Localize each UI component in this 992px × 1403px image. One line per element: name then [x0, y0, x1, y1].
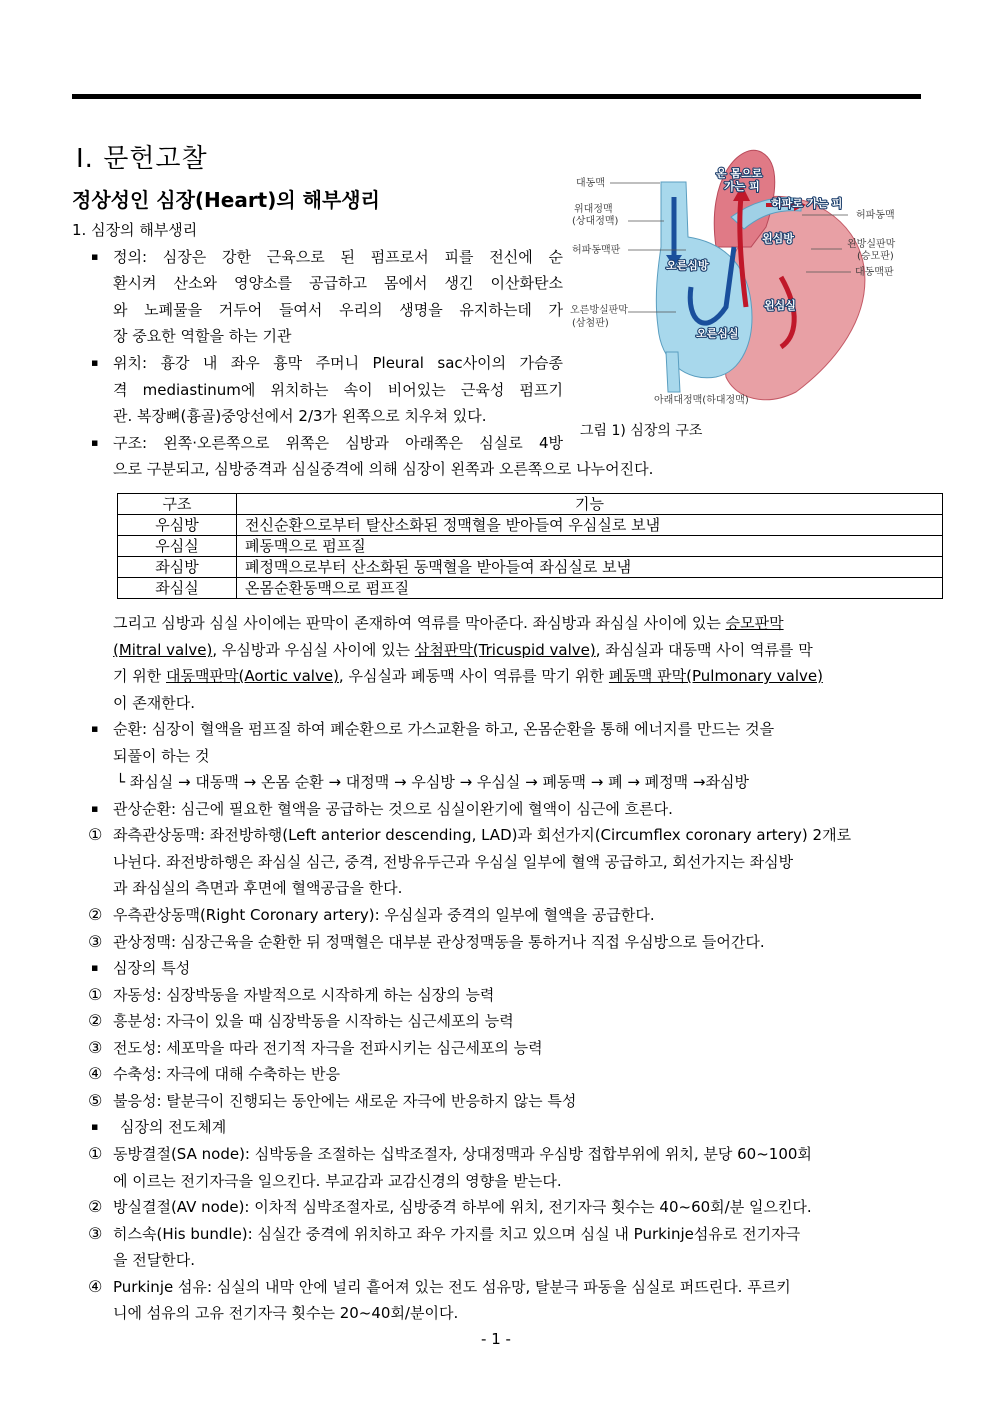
table-cell: 좌심방 [118, 557, 237, 578]
chapter-title: Ⅰ. 문헌고찰 [76, 144, 208, 174]
label-aorta: 대동맥 [576, 178, 605, 189]
item-number: ③ [88, 1224, 103, 1243]
item-number: ⑤ [88, 1091, 103, 1110]
item-number: ③ [88, 932, 103, 951]
table-row [118, 557, 943, 578]
property-item: 전도성: 세포막을 따라 전기적 자극을 전파시키는 심근세포의 능력 [113, 1039, 543, 1057]
label-pulmonary-valve: 허파동맥판 [572, 245, 621, 256]
label-tricuspid-alt: (삼첨판) [572, 318, 609, 329]
label-to-body: 온 몸으로 [716, 167, 763, 180]
label-right-atrium: 오른심방 [666, 259, 709, 272]
label-mitral: 왼방실판막 [847, 239, 896, 250]
valves-text: , 우심방과 우심실 사이에 있는 [212, 641, 415, 659]
coronary-line: 우측관상동맥(Right Coronary artery): 우심실과 중격의 일부에 혈액을 공급한다. [113, 906, 655, 924]
item-number: ④ [88, 1277, 103, 1296]
label-svc: 위대정맥 [574, 204, 613, 215]
item-number: ④ [88, 1064, 103, 1083]
table-row [118, 578, 943, 599]
conduction-title: 심장의 전도체계 [120, 1118, 227, 1136]
chamber-function-table [117, 493, 943, 599]
item-number: ② [88, 1197, 103, 1216]
location-line: 위치: 흉강 내 좌우 흉막 주머니 Pleural sac사이의 가슴종 [113, 354, 563, 372]
table-header: 구조 [118, 494, 237, 515]
label-svc-alt: (상대정맥) [572, 216, 619, 227]
table-cell: 폐정맥으로부터 산소화된 동맥혈을 받아들여 좌심실로 보냄 [237, 557, 943, 578]
label-pulmonary-artery: 허파동맥 [856, 210, 895, 221]
bullet-icon: ▪ [91, 722, 99, 735]
label-left-ventricle: 왼심실 [764, 299, 796, 312]
conduction-line: 동방결절(SA node): 심박동을 조절하는 십박조절자, 상대정맥과 우심방 접합부위에 위치, 분당 60~100회 [113, 1145, 812, 1163]
item-number: ② [88, 905, 103, 924]
circulation-line: 되풀이 하는 것 [113, 747, 210, 765]
bullet-icon: ▪ [91, 1120, 99, 1133]
definition-line: 환시켜 산소와 영양소를 공급하고 몸에서 생긴 이산화탄소 [113, 274, 563, 292]
bullet-icon: ▪ [91, 436, 99, 449]
table-cell: 전신순환으로부터 탈산소화된 정맥혈을 받아들여 우심실로 보냄 [237, 515, 943, 536]
definition-line: 장 중요한 역할을 하는 기관 [113, 327, 292, 345]
coronary-line: 과 좌심실의 측면과 후면에 혈액공급을 한다. [113, 879, 403, 897]
bullet-icon: ▪ [91, 961, 99, 974]
table-header: 기능 [237, 494, 943, 515]
coronary-line: 관상정맥: 심장근육을 순환한 뒤 정맥혈은 대부분 관상정맥동을 통하거나 직접 우심방으로 들어간다. [113, 933, 765, 951]
valves-text: , 좌심실과 대동맥 사이 역류를 막 [595, 641, 813, 659]
item-number: ① [88, 985, 103, 1004]
conduction-line: 니에 섬유의 고유 전기자극 횟수는 20~40회/분이다. [113, 1304, 459, 1322]
valves-line [113, 663, 823, 690]
page-number: - 1 - [481, 1330, 511, 1348]
ivc-shape [666, 352, 680, 392]
label-mitral-alt: (승모판) [857, 251, 894, 262]
section-title: 정상성인 심장(Heart)의 해부생리 [72, 188, 380, 212]
table-cell: 좌심실 [118, 578, 237, 599]
conduction-line: 히스속(His bundle): 심실간 중격에 위치하고 좌우 가지를 치고 있으며 심실 내 Purkinje섬유로 전기자극 [113, 1225, 801, 1243]
location-line: 격 mediastinum에 위치하는 속이 비어있는 근육성 펌프기 [113, 381, 563, 399]
property-item: 불응성: 탈분극이 진행되는 동안에는 새로운 자극에 반응하지 않는 특성 [113, 1092, 577, 1110]
property-item: 흥분성: 자극이 있을 때 심장박동을 시작하는 심근세포의 능력 [113, 1012, 514, 1030]
subsection-title: 1. 심장의 해부생리 [72, 221, 198, 239]
top-rule [72, 94, 921, 99]
valves-text: 기 위한 [113, 667, 167, 685]
item-number: ② [88, 1011, 103, 1030]
mitral-term: 승모판막 [725, 614, 784, 632]
pulmonary-term: 폐동맥 판막(Pulmonary valve) [608, 667, 823, 685]
figure-caption: 그림 1) 심장의 구조 [580, 423, 703, 439]
table-cell: 온몸순환동맥으로 펌프질 [237, 578, 943, 599]
definition-line: 와 노폐물을 거두어 들여서 우리의 생명을 유지하는데 가 [113, 301, 563, 319]
aortic-term: 대동맥판막(Aortic valve) [166, 667, 339, 685]
valves-text: 그리고 심방과 심실 사이에는 판막이 존재하여 역류를 막아준다. 좌심방과 좌심실 사이에 있는 [113, 614, 726, 632]
structure-line: 으로 구분되고, 심방중격과 심실중격에 의해 심장이 왼쪽과 오른쪽으로 나누어진다. [113, 460, 654, 478]
table-cell: 폐동맥으로 펌프질 [237, 536, 943, 557]
valves-line [113, 610, 784, 637]
conduction-line: Purkinje 섬유: 심실의 내막 안에 널리 흩어져 있는 전도 섬유망, 탈분극 파동을 심실로 퍼뜨린다. 푸르키 [113, 1278, 791, 1296]
label-to-lung: 허파로 가는 피 [771, 197, 843, 210]
conduction-line: 에 이르는 전기자극을 일으킨다. 부교감과 교감신경의 영향을 받는다. [113, 1172, 562, 1190]
property-item: 수축성: 자극에 대해 수축하는 반응 [113, 1065, 340, 1083]
circulation-path: └ 좌심실 → 대동맥 → 온몸 순환 → 대정맥 → 우심방 → 우심실 → 폐동맥 → 폐 → 폐정맥 →좌심방 [116, 773, 749, 791]
coronary-line: 좌측관상동맥: 좌전방하행(Left anterior descending, LAD)과 회선가지(Circumflex coronary artery) 2개로 [113, 826, 852, 844]
location-line: 관. 복장뼈(흉골)중앙선에서 2/3가 왼쪽으로 치우쳐 있다. [113, 407, 487, 425]
circulation-line: 순환: 심장이 혈액을 펌프질 하여 폐순환으로 가스교환을 하고, 온몸순환을 통해 에너지를 만드는 것을 [113, 720, 775, 738]
valves-line: 이 존재한다. [113, 694, 195, 712]
label-aortic-valve: 대동맥판 [855, 267, 894, 278]
property-item: 자동성: 심장박동을 자발적으로 시작하게 하는 심장의 능력 [113, 986, 495, 1004]
structure-line: 구조: 왼쪽·오른쪽으로 위쪽은 심방과 아래쪽은 심실로 4방 [113, 434, 563, 452]
bullet-icon: ▪ [91, 802, 99, 815]
valves-line [113, 637, 813, 664]
label-left-atrium: 왼심방 [762, 232, 794, 245]
tricuspid-term: 삼첨판막(Tricuspid valve) [414, 641, 596, 659]
label-to-body-2: 가는 피 [724, 180, 760, 193]
valves-text: , 우심실과 폐동맥 사이 역류를 막기 위한 [338, 667, 609, 685]
label-ivc: 아래대정맥(하대정맥) [654, 395, 749, 406]
table-header-row [118, 494, 943, 515]
item-number: ① [88, 825, 103, 844]
conduction-line: 방실결절(AV node): 이차적 심박조절자로, 심방중격 하부에 위치, 전기자극 횟수는 40~60회/분 일으킨다. [113, 1198, 812, 1216]
bullet-icon: ▪ [91, 356, 99, 369]
coronary-title: 관상순환: 심근에 필요한 혈액을 공급하는 것으로 심실이완기에 혈액이 심근에 흐른다. [113, 800, 673, 818]
definition-line: 정의: 심장은 강한 근육으로 된 펌프로서 피를 전신에 순 [113, 248, 563, 266]
heart-diagram [566, 137, 918, 417]
bullet-icon: ▪ [91, 250, 99, 263]
item-number: ③ [88, 1038, 103, 1057]
table-cell: 우심실 [118, 536, 237, 557]
mitral-term-en: (Mitral valve) [113, 641, 213, 659]
table-cell: 우심방 [118, 515, 237, 536]
table-row [118, 536, 943, 557]
coronary-line: 나뉜다. 좌전방하행은 좌심실 심근, 중격, 전방유두근과 우심실 일부에 혈액 공급하고, 회선가지는 좌심방 [113, 853, 794, 871]
table-row [118, 515, 943, 536]
label-right-ventricle: 오른심실 [696, 327, 739, 340]
label-tricuspid: 오른방실판막 [570, 305, 628, 316]
conduction-line: 을 전달한다. [113, 1251, 195, 1269]
properties-title: 심장의 특성 [113, 959, 191, 977]
item-number: ① [88, 1144, 103, 1163]
